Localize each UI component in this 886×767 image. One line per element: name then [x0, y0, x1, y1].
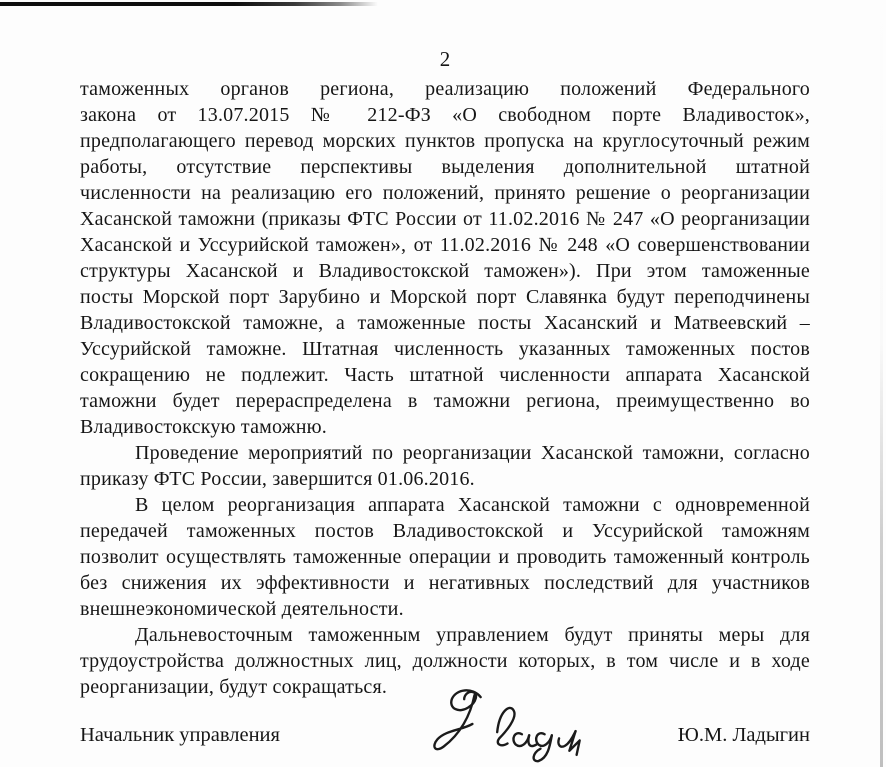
document-line: без снижения их эффективности и негативных последствий для участников [80, 572, 810, 594]
handwritten-signature-icon [425, 684, 590, 767]
document-line: численности на реализацию его положений, принято решение о реорганизации [80, 182, 810, 204]
document-line: Владивостокскую таможню. [80, 416, 327, 438]
document-line: передачей таможенных постов Владивостокской и Уссурийской таможням [80, 520, 810, 542]
document-line: сокращению не подлежит. Часть штатной численности аппарата Хасанской [80, 364, 810, 386]
document-line: работы, отсутствие перспективы выделения дополнительной штатной [80, 156, 810, 178]
document-line: реорганизации, будут сокращаться. [80, 676, 388, 698]
signature-block [80, 708, 810, 767]
document-line: структуры Хасанской и Владивостокской таможен»). При этом таможенные [80, 260, 810, 282]
document-line: внешнеэкономической деятельности. [80, 598, 404, 620]
document-line: посты Морской порт Зарубино и Морской порт Славянка будут переподчинены [80, 286, 810, 308]
scan-artifact-top-line [0, 2, 378, 6]
document-line: приказу ФТС России, завершится 01.06.2016. [80, 468, 475, 490]
document-line: таможенных органов региона, реализацию положений Федерального [80, 78, 810, 100]
document-line: В целом реорганизация аппарата Хасанской таможни с одновременной [135, 494, 810, 516]
signatory-title: Начальник управления [80, 724, 280, 746]
document-line: таможни будет перераспределена в таможни региона, преимущественно во [80, 390, 810, 412]
document-line: предполагающего перевод морских пунктов пропуска на круглосуточный режим [80, 130, 810, 152]
document-line: трудоустройства должностных лиц, должности которых, в том числе и в ходе [80, 650, 810, 672]
document-line: позволит осуществлять таможенные операции и проводить таможенный контроль [80, 546, 810, 568]
document-line: закона от 13.07.2015 № 212-ФЗ «О свободном порте Владивосток», [80, 104, 810, 126]
signatory-name: Ю.М. Ладыгин [677, 724, 810, 746]
document-line: Уссурийской таможне. Штатная численность указанных таможенных постов [80, 338, 810, 360]
scan-artifact-right-edge [880, 0, 883, 767]
page-number: 2 [439, 47, 451, 71]
document-body [80, 44, 810, 767]
document-line: Хасанской таможни (приказы ФТС России от 11.02.2016 № 247 «О реорганизации [80, 208, 810, 230]
document-line: Владивостокской таможне, а таможенные посты Хасанский и Матвеевский – [80, 312, 810, 334]
document-line: Проведение мероприятий по реорганизации Хасанской таможни, согласно [135, 442, 810, 464]
document-line: Дальневосточным таможенным управлением будут приняты меры для [135, 624, 810, 646]
document-line: Хасанской и Уссурийской таможен», от 11.02.2016 № 248 «О совершенствовании [80, 234, 810, 256]
